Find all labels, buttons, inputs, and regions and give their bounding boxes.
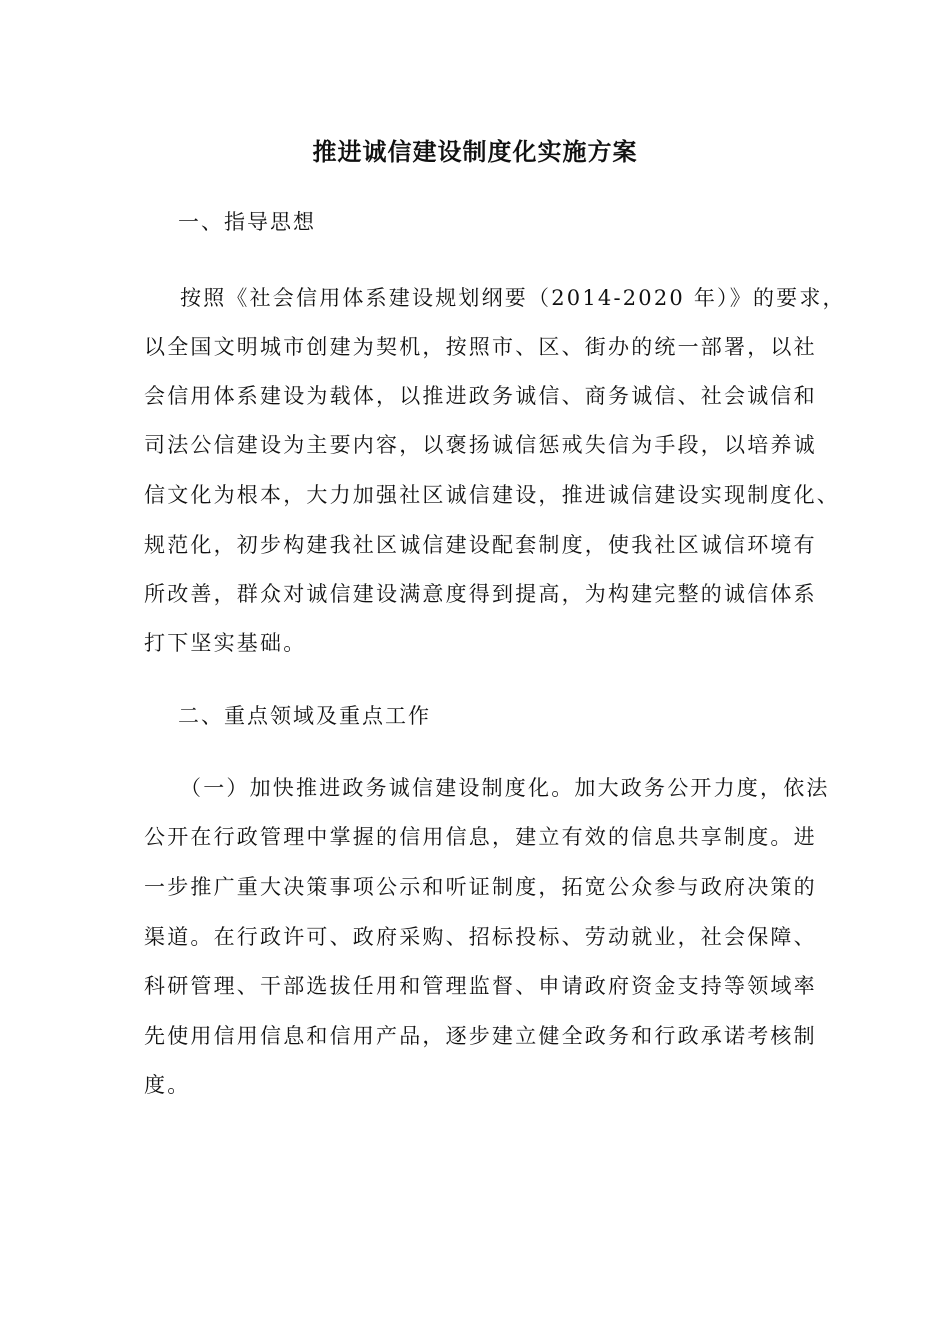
paragraph-line: （一）加快推进政务诚信建设制度化。加大政务公开力度，依法 xyxy=(180,776,830,800)
paragraph-line: 先使用信用信息和信用产品，逐步建立健全政务和行政承诺考核制 xyxy=(144,1024,817,1048)
paragraph-line: 信文化为根本，大力加强社区诚信建设，推进诚信建设实现制度化、 xyxy=(144,483,840,507)
section-heading-key-areas: 二、重点领域及重点工作 xyxy=(178,704,431,728)
paragraph-line: 规范化，初步构建我社区诚信建设配套制度，使我社区诚信环境有 xyxy=(144,533,817,557)
paragraph-line: 公开在行政管理中掌握的信用信息，建立有效的信息共享制度。进 xyxy=(144,825,817,849)
paragraph-line: 会信用体系建设为载体，以推进政务诚信、商务诚信、社会诚信和 xyxy=(144,384,817,408)
section-heading-guiding-ideology: 一、指导思想 xyxy=(178,210,316,234)
paragraph-line: 渠道。在行政许可、政府采购、招标投标、劳动就业，社会保障、 xyxy=(144,925,817,949)
paragraph-line: 所改善，群众对诚信建设满意度得到提高，为构建完整的诚信体系 xyxy=(144,582,817,606)
paragraph-line: 一步推广重大决策事项公示和听证制度，拓宽公众参与政府决策的 xyxy=(144,875,817,899)
document-title: 推进诚信建设制度化实施方案 xyxy=(312,137,638,166)
paragraph-line: 按照《社会信用体系建设规划纲要（2014-2020 年）》的要求， xyxy=(180,286,846,310)
paragraph-line: 科研管理、干部选拔任用和管理监督、申请政府资金支持等领域率 xyxy=(144,974,817,998)
paragraph-line: 度。 xyxy=(144,1073,191,1097)
paragraph-line: 以全国文明城市创建为契机，按照市、区、街办的统一部署，以社 xyxy=(144,335,817,359)
paragraph-line: 打下坚实基础。 xyxy=(144,631,307,655)
paragraph-line: 司法公信建设为主要内容，以褒扬诚信惩戒失信为手段，以培养诚 xyxy=(144,433,817,457)
